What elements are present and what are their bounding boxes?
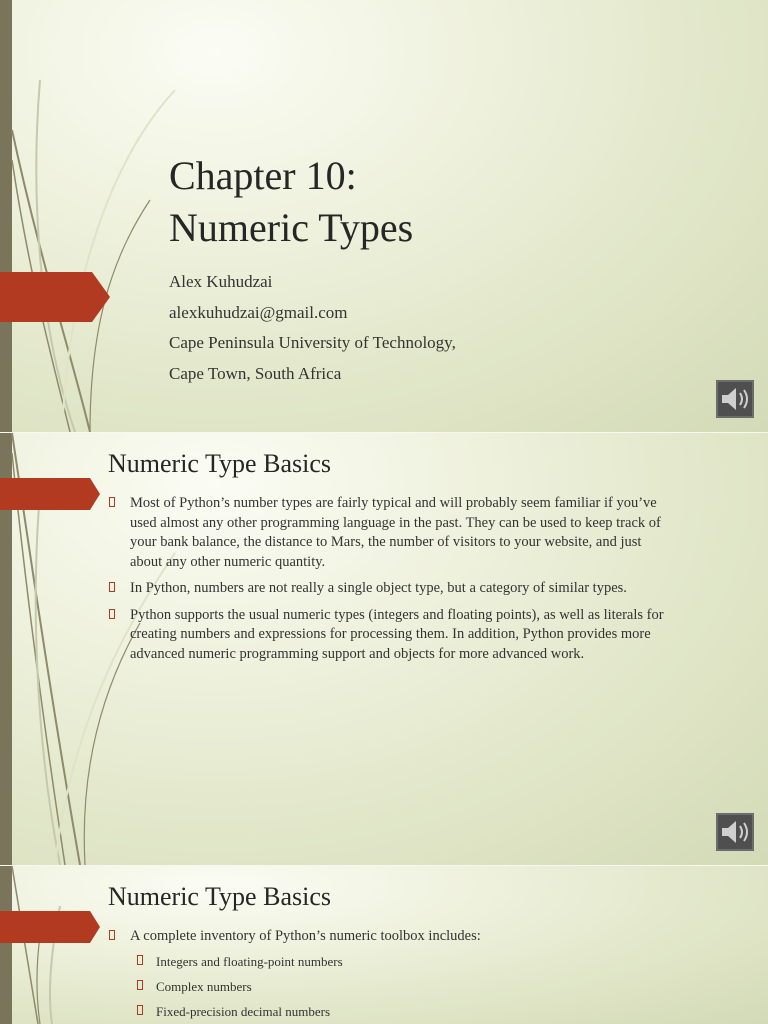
square-bullet-icon xyxy=(137,955,143,965)
square-bullet-icon xyxy=(137,1005,143,1015)
square-bullet-icon xyxy=(137,980,143,990)
sub-list-item xyxy=(108,949,668,974)
bullet-text: Python supports the usual numeric types (integers and floating points), as well as literals for creating numbers and expressions for processing them. In addition, Python provides more advanced numeric programming support and objects for more advanced work. xyxy=(130,606,664,662)
speaker-icon[interactable] xyxy=(716,380,754,418)
sub-bullet-text: Integers and floating-point numbers xyxy=(156,953,343,969)
sub-bullet-text: Fixed-precision decimal numbers xyxy=(156,1003,331,1019)
square-bullet-icon xyxy=(109,609,115,619)
list-item xyxy=(108,927,668,947)
square-bullet-icon xyxy=(109,582,115,592)
accent-arrow-tab xyxy=(0,911,104,943)
bullet-text: In Python, numbers are not really a single object type, but a category of similar types. xyxy=(130,580,627,596)
list-item xyxy=(108,494,668,572)
bullet-text: A complete inventory of Python’s numeric toolbox includes: xyxy=(130,928,481,944)
slide-2 xyxy=(0,433,768,865)
accent-arrow-tab xyxy=(0,272,112,322)
location: Cape Town, South Africa xyxy=(169,363,342,383)
accent-arrow-tab xyxy=(0,478,104,510)
bullet-text: Most of Python’s number types are fairly typical and will probably seem familiar if you’ve used almost any other programming language in the past. They can be used to keep track of your bank balance, the distance to Mars, the number of visitors to your website, and just about any other numeric quantity. xyxy=(130,495,661,570)
author-email: alexkuhudzai@gmail.com xyxy=(169,302,348,322)
slide-title: Numeric Type Basics xyxy=(108,882,331,911)
sub-list-item xyxy=(108,999,668,1024)
speaker-icon[interactable] xyxy=(716,813,754,851)
list-item xyxy=(108,606,668,665)
title-line-1: Chapter 10: xyxy=(169,153,357,198)
sub-list-item xyxy=(108,974,668,999)
slide-3 xyxy=(0,866,768,1024)
bullet-list xyxy=(108,927,668,1024)
title-line-2: Numeric Types xyxy=(169,205,414,250)
author-name: Alex Kuhudzai xyxy=(169,272,273,291)
institution: Cape Peninsula University of Technology, xyxy=(169,333,456,352)
subtitle-block xyxy=(169,267,456,389)
square-bullet-icon xyxy=(109,930,115,940)
sub-bullet-text: Complex numbers xyxy=(156,978,252,994)
bullet-list xyxy=(108,494,668,664)
slide-title: Numeric Type Basics xyxy=(108,449,331,478)
square-bullet-icon xyxy=(109,497,115,507)
slide-1 xyxy=(0,0,768,432)
slide-title xyxy=(169,150,413,254)
list-item xyxy=(108,579,668,599)
